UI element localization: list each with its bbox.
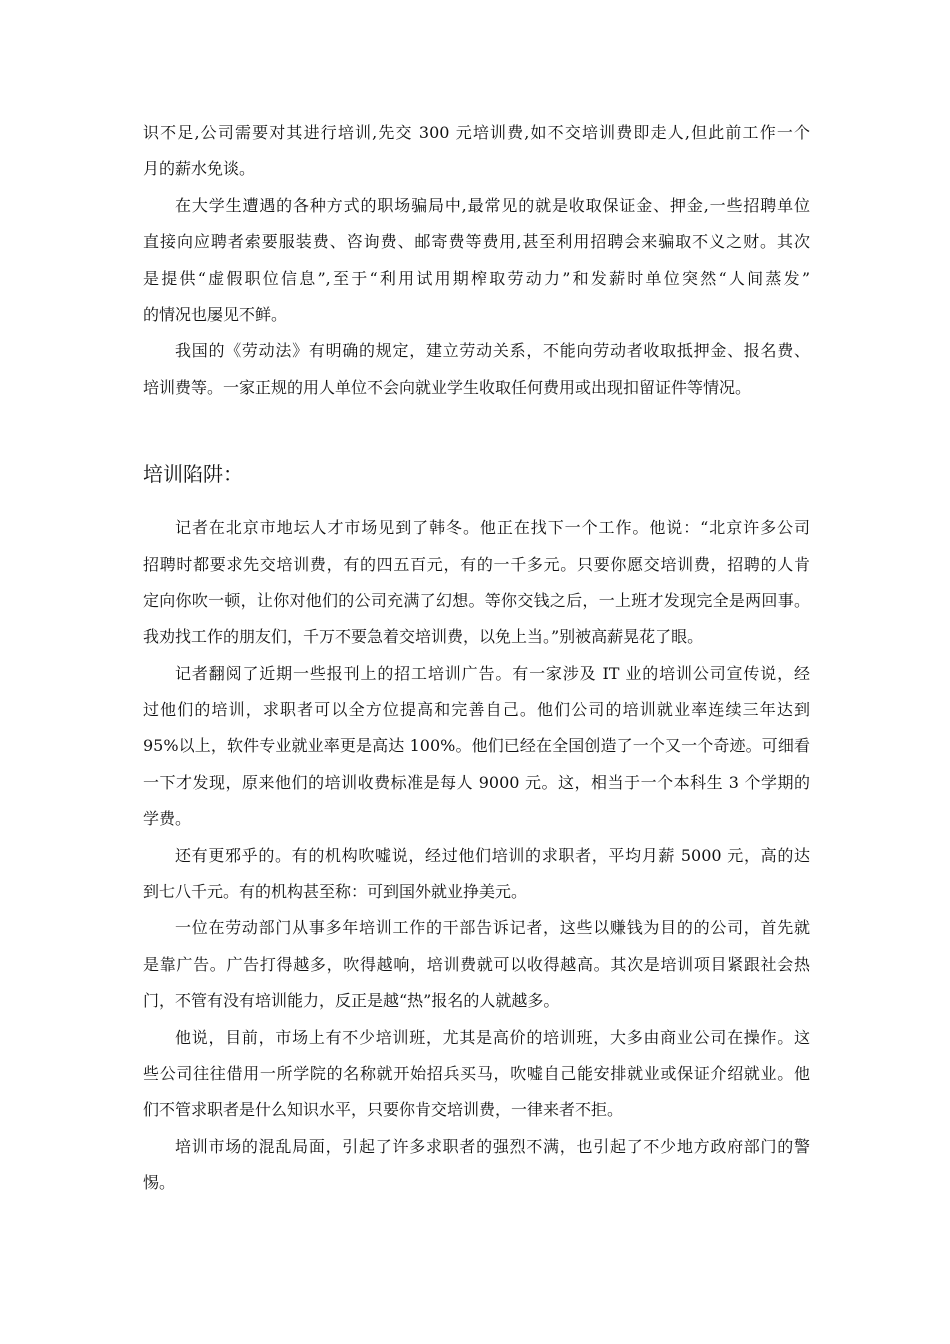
text-line: 一位在劳动部门从事多年培训工作的干部告诉记者，这些以赚钱为目的的公司，首先就 xyxy=(175,918,810,938)
text-line: 的情况也屡见不鲜。 xyxy=(143,304,288,324)
paragraph-bottom-1 xyxy=(143,510,810,656)
paragraph-bottom-4 xyxy=(143,910,810,1019)
text-line: 直接向应聘者索要服装费、咨询费、邮寄费等费用,甚至利用招聘会来骗取不义之财。其次 xyxy=(143,232,810,252)
text-line: 记者在北京市地坛人才市场见到了韩冬。他正在找下一个工作。他说：“北京许多公司 xyxy=(175,518,810,538)
text-line: 过他们的培训，求职者可以全方位提高和完善自己。他们公司的培训就业率连续三年达到 xyxy=(143,700,810,720)
text-line: 95%以上，软件专业就业率更是高达 100%。他们已经在全国创造了一个又一个奇迹。可细看 xyxy=(143,736,810,756)
paragraph-top-2 xyxy=(143,188,810,334)
text-line: 到七八千元。有的机构甚至称：可到国外就业挣美元。 xyxy=(143,882,528,902)
text-line: 我劝找工作的朋友们，千万不要急着交培训费，以免上当。”别被高薪晃花了眼。 xyxy=(143,627,704,647)
text-line: 学费。 xyxy=(143,809,192,829)
text-line: 们不管求职者是什么知识水平，只要你肯交培训费，一律来者不拒。 xyxy=(143,1100,624,1120)
text-line: 还有更邪乎的。有的机构吹嘘说，经过他们培训的求职者，平均月薪 5000 元，高的达 xyxy=(175,845,810,865)
text-line: 在大学生遭遇的各种方式的职场骗局中,最常见的就是收取保证金、押金,一些招聘单位 xyxy=(175,195,810,215)
text-line: 惕。 xyxy=(143,1173,176,1193)
text-line: 他说，目前，市场上有不少培训班，尤其是高价的培训班，大多由商业公司在操作。这 xyxy=(175,1027,810,1047)
paragraph-bottom-5 xyxy=(143,1020,810,1129)
document-body xyxy=(143,115,810,1202)
text-line: 我国的《劳动法》有明确的规定，建立劳动关系，不能向劳动者收取抵押金、报名费、 xyxy=(175,341,810,361)
paragraph-top-1 xyxy=(143,115,810,188)
paragraph-top-3 xyxy=(143,333,810,406)
paragraph-bottom-3 xyxy=(143,838,810,911)
text-line: 记者翻阅了近期一些报刊上的招工培训广告。有一家涉及 IT 业的培训公司宣传说，经 xyxy=(175,663,810,683)
text-line: 培训市场的混乱局面，引起了许多求职者的强烈不满，也引起了不少地方政府部门的警 xyxy=(175,1136,810,1156)
text-line: 门，不管有没有培训能力，反正是越“热”报名的人就越多。 xyxy=(143,991,560,1011)
paragraph-bottom-6 xyxy=(143,1129,810,1202)
text-line: 些公司往往借用一所学院的名称就开始招兵买马，吹嘘自己能安排就业或保证介绍就业。他 xyxy=(143,1063,810,1083)
section-heading: 培训陷阱： xyxy=(143,462,243,487)
text-line: 定向你吹一顿，让你对他们的公司充满了幻想。等你交钱之后，一上班才发现完全是两回事。 xyxy=(143,590,810,610)
text-line: 招聘时都要求先交培训费，有的四五百元，有的一千多元。只要你愿交培训费，招聘的人肯 xyxy=(143,554,810,574)
paragraph-bottom-2 xyxy=(143,656,810,838)
text-line: 培训费等。一家正规的用人单位不会向就业学生收取任何费用或出现扣留证件等情况。 xyxy=(143,377,752,397)
text-line: 是提供“虚假职位信息”,至于“利用试用期榨取劳动力”和发薪时单位突然“人间蒸发” xyxy=(143,268,810,288)
text-line: 一下才发现，原来他们的培训收费标准是每人 9000 元。这，相当于一个本科生 3 个学期的 xyxy=(143,772,810,792)
text-line: 识不足,公司需要对其进行培训,先交 300 元培训费,如不交培训费即走人,但此前工作一个 xyxy=(143,123,810,142)
text-line: 是靠广告。广告打得越多，吹得越响，培训费就可以收得越高。其次是培训项目紧跟社会热 xyxy=(143,954,810,974)
text-line: 月的薪水免谈。 xyxy=(143,159,256,179)
